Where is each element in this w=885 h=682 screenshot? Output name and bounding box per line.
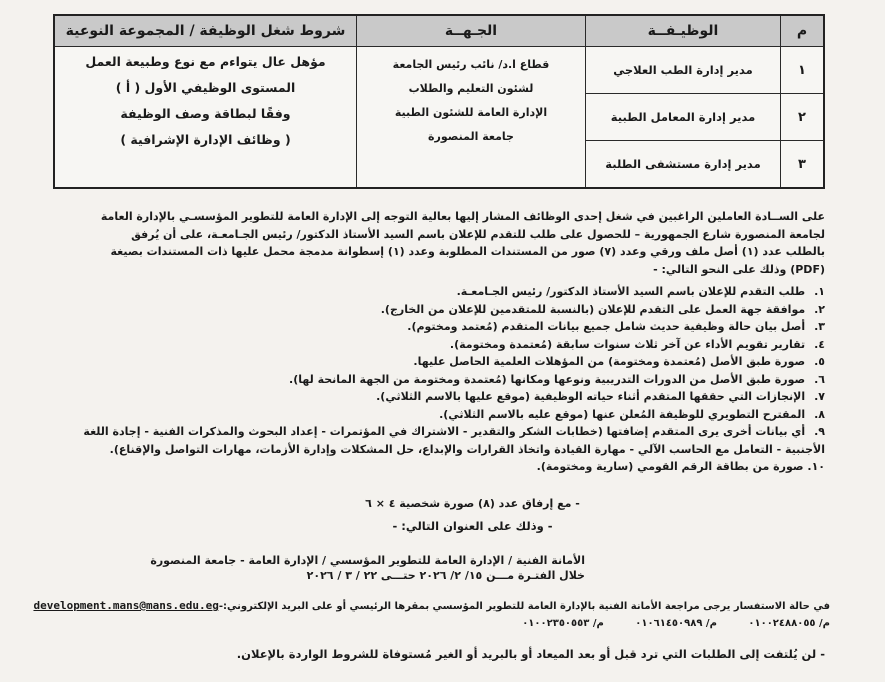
list-item <box>35 458 825 476</box>
intro-paragraph <box>53 208 825 278</box>
side-line: لشئون التعليم والطلاب <box>408 82 534 95</box>
item-num: ٨. <box>814 407 825 421</box>
row-job: مدير إدارة الطب العلاجي <box>586 47 781 94</box>
contact-block <box>33 598 830 632</box>
item-text: تقارير تقويم الأداء عن آخر ثلاث سنوات سابقة (مُعتمدة ومختومة). <box>449 337 806 351</box>
photos-line: - مع إرفاق عدد (٨) صورة شخصية ٤ × ٦ <box>365 497 580 510</box>
item-text: الأجنبية - التعامل مع الحاسب الآلي - مهارة القيادة واتخاذ القرارات والإبداع، حل المشكلات وإدارة الأزمات، مهارات التواصل والإقناع). <box>109 442 825 456</box>
row-job: مدير إدارة المعامل الطبية <box>586 94 781 141</box>
phone-number: م/ ٠١٠٦١٤٥٠٩٨٩ <box>635 618 717 629</box>
condition-line: وفقًا لبطاقة وصف الوظيفة <box>120 106 291 121</box>
item-text: أي بيانات أخرى يرى المتقدم إضافتها (خطابات الشكر والتقدير - الاشتراك في المؤتمرات - إعداد البحوث والمذكرات الفنية - إجادة اللغة <box>83 425 806 438</box>
list-item <box>35 283 825 301</box>
row-num: ٢ <box>781 94 825 141</box>
header-job: الوظيـفــة <box>586 15 781 47</box>
row-num: ٣ <box>781 141 825 189</box>
address-line: الأمانة الفنية / الإدارة العامة للتطوير المؤسسي / الإدارة العامة - جامعة المنصورة <box>150 554 585 567</box>
item-text: صورة من بطاقة الرقم القومي (سارية ومختومة). <box>536 460 804 473</box>
item-num: ٥. <box>814 355 825 368</box>
list-item <box>35 336 825 354</box>
row-job: مدير إدارة مستشفى الطلبة <box>586 141 781 189</box>
item-num: ١. <box>814 285 825 298</box>
item-text: صورة طبق الأصل من الدورات التدريبية ونوعها ومكانها (مُعتمدة ومختومة من الجهة المانحة لها). <box>289 372 806 386</box>
condition-line: ( وظائف الإدارة الإشرافية ) <box>120 132 291 147</box>
email-link[interactable]: development.mans@mans.edu.eg <box>33 599 219 612</box>
list-item <box>35 371 825 389</box>
side-line: جامعة المنصورة <box>428 130 514 143</box>
contact-text: في حالة الاستفسار يرجى مراجعة الأمانة الفنية بالإدارة العامة للتطوير المؤسسي بمقرها الرئيسي أو على البريد الإلكتروني:- <box>218 601 830 612</box>
closing-notice: - لن يُلتفت إلى الطلبات التي ترد قبل أو بعد الميعاد أو بالبريد أو الغير مُستوفاة للشروط الواردة بالإعلان. <box>236 647 825 661</box>
condition-line: المستوى الوظيفي الأول ( أ ) <box>115 80 296 95</box>
item-text: طلب التقدم للإعلان باسم السيد الأستاذ الدكتور/ رئيس الجـامعـة. <box>456 285 806 298</box>
list-item <box>35 423 825 441</box>
item-num: ٣. <box>814 320 825 333</box>
side-line: قطاع ا.د/ نائب رئيس الجامعة <box>392 58 550 71</box>
list-item <box>35 406 825 424</box>
address-heading: - وذلك على العنوان التالي: - <box>392 519 553 533</box>
side-line: الإدارة العامة للشئون الطبية <box>394 106 548 119</box>
address-block <box>150 553 585 583</box>
jobs-table <box>53 14 825 189</box>
intro-line: (PDF) وذلك على النحو التالي: - <box>653 262 825 276</box>
item-num: ٦. <box>814 372 825 386</box>
row-num: ١ <box>781 47 825 94</box>
list-item <box>35 318 825 336</box>
table-row <box>54 47 824 94</box>
requirements-list <box>35 283 825 476</box>
side-cell <box>357 47 586 189</box>
item-text: موافقة جهة العمل على التقدم للإعلان (بالنسبة للمتقدمين للإعلان من الخارج). <box>380 302 806 316</box>
phone-number: م/ ٠١٠٠٢٤٨٨٠٥٥ <box>748 618 830 629</box>
intro-line: على الســادة العاملين الراغبين في شغل إحدى الوظائف المشار إليها بعالية التوجه إلى الإدارة العامة للتطوير المؤسسـي بالإدارة العامة <box>100 210 825 223</box>
table-header-row <box>54 15 824 47</box>
item-num: ٢. <box>814 302 825 316</box>
item-text: أصل بيان حالة وظيفية حديث شامل جميع بيانات المتقدم (مُعتمد ومختوم). <box>407 320 806 333</box>
list-item-continuation <box>35 441 825 459</box>
item-text: المقترح التطويري للوظيفة المُعلن عنها (موقع عليه بالاسم الثلاثي). <box>439 407 806 421</box>
item-num: ٤. <box>814 337 825 351</box>
conditions-cell <box>54 47 357 189</box>
header-side: الجـهــة <box>357 15 586 47</box>
item-num: ٩. <box>814 425 825 438</box>
address-line: خلال الفتـرة مـــن ١٥/ ٢/ ٢٠٢٦ حتـــى ٢٢ / ٣ / ٢٠٢٦ <box>306 569 585 582</box>
list-item <box>35 353 825 371</box>
phone-number: م/ ٠١٠٠٢٣٥٠٥٥٣ <box>522 618 604 629</box>
item-num: ١٠. <box>807 460 825 473</box>
intro-line: بالطلب عدد (١) أصل ملف ورقي وعدد (٧) صور من المستندات المطلوبة وعدد (١) إسطوانة مدمجة محمل عليها ذات المستندات بصيغة <box>110 245 825 258</box>
list-item <box>35 388 825 406</box>
header-conditions: شروط شغل الوظيفة / المجموعة النوعية <box>54 15 357 47</box>
header-num: م <box>781 15 825 47</box>
item-num: ٧. <box>814 390 825 403</box>
intro-line: لجامعة المنصورة شارع الجمهورية – للحصول على طلب للتقدم للإعلان باسم السيد الأستاذ الدكتور/ رئيس الجـامعـة، على أن يُرفق <box>131 227 825 241</box>
list-item <box>35 301 825 319</box>
condition-line: مؤهل عال يتواءم مع نوع وطبيعة العمل <box>85 54 326 69</box>
item-text: صورة طبق الأصل (مُعتمدة ومختومة) من المؤهلات العلمية الحاصل عليها. <box>413 355 806 368</box>
item-text: الإنجازات التي حققها المتقدم أثناء حياته الوظيفية (موقع عليها بالاسم الثلاثي). <box>376 390 806 403</box>
